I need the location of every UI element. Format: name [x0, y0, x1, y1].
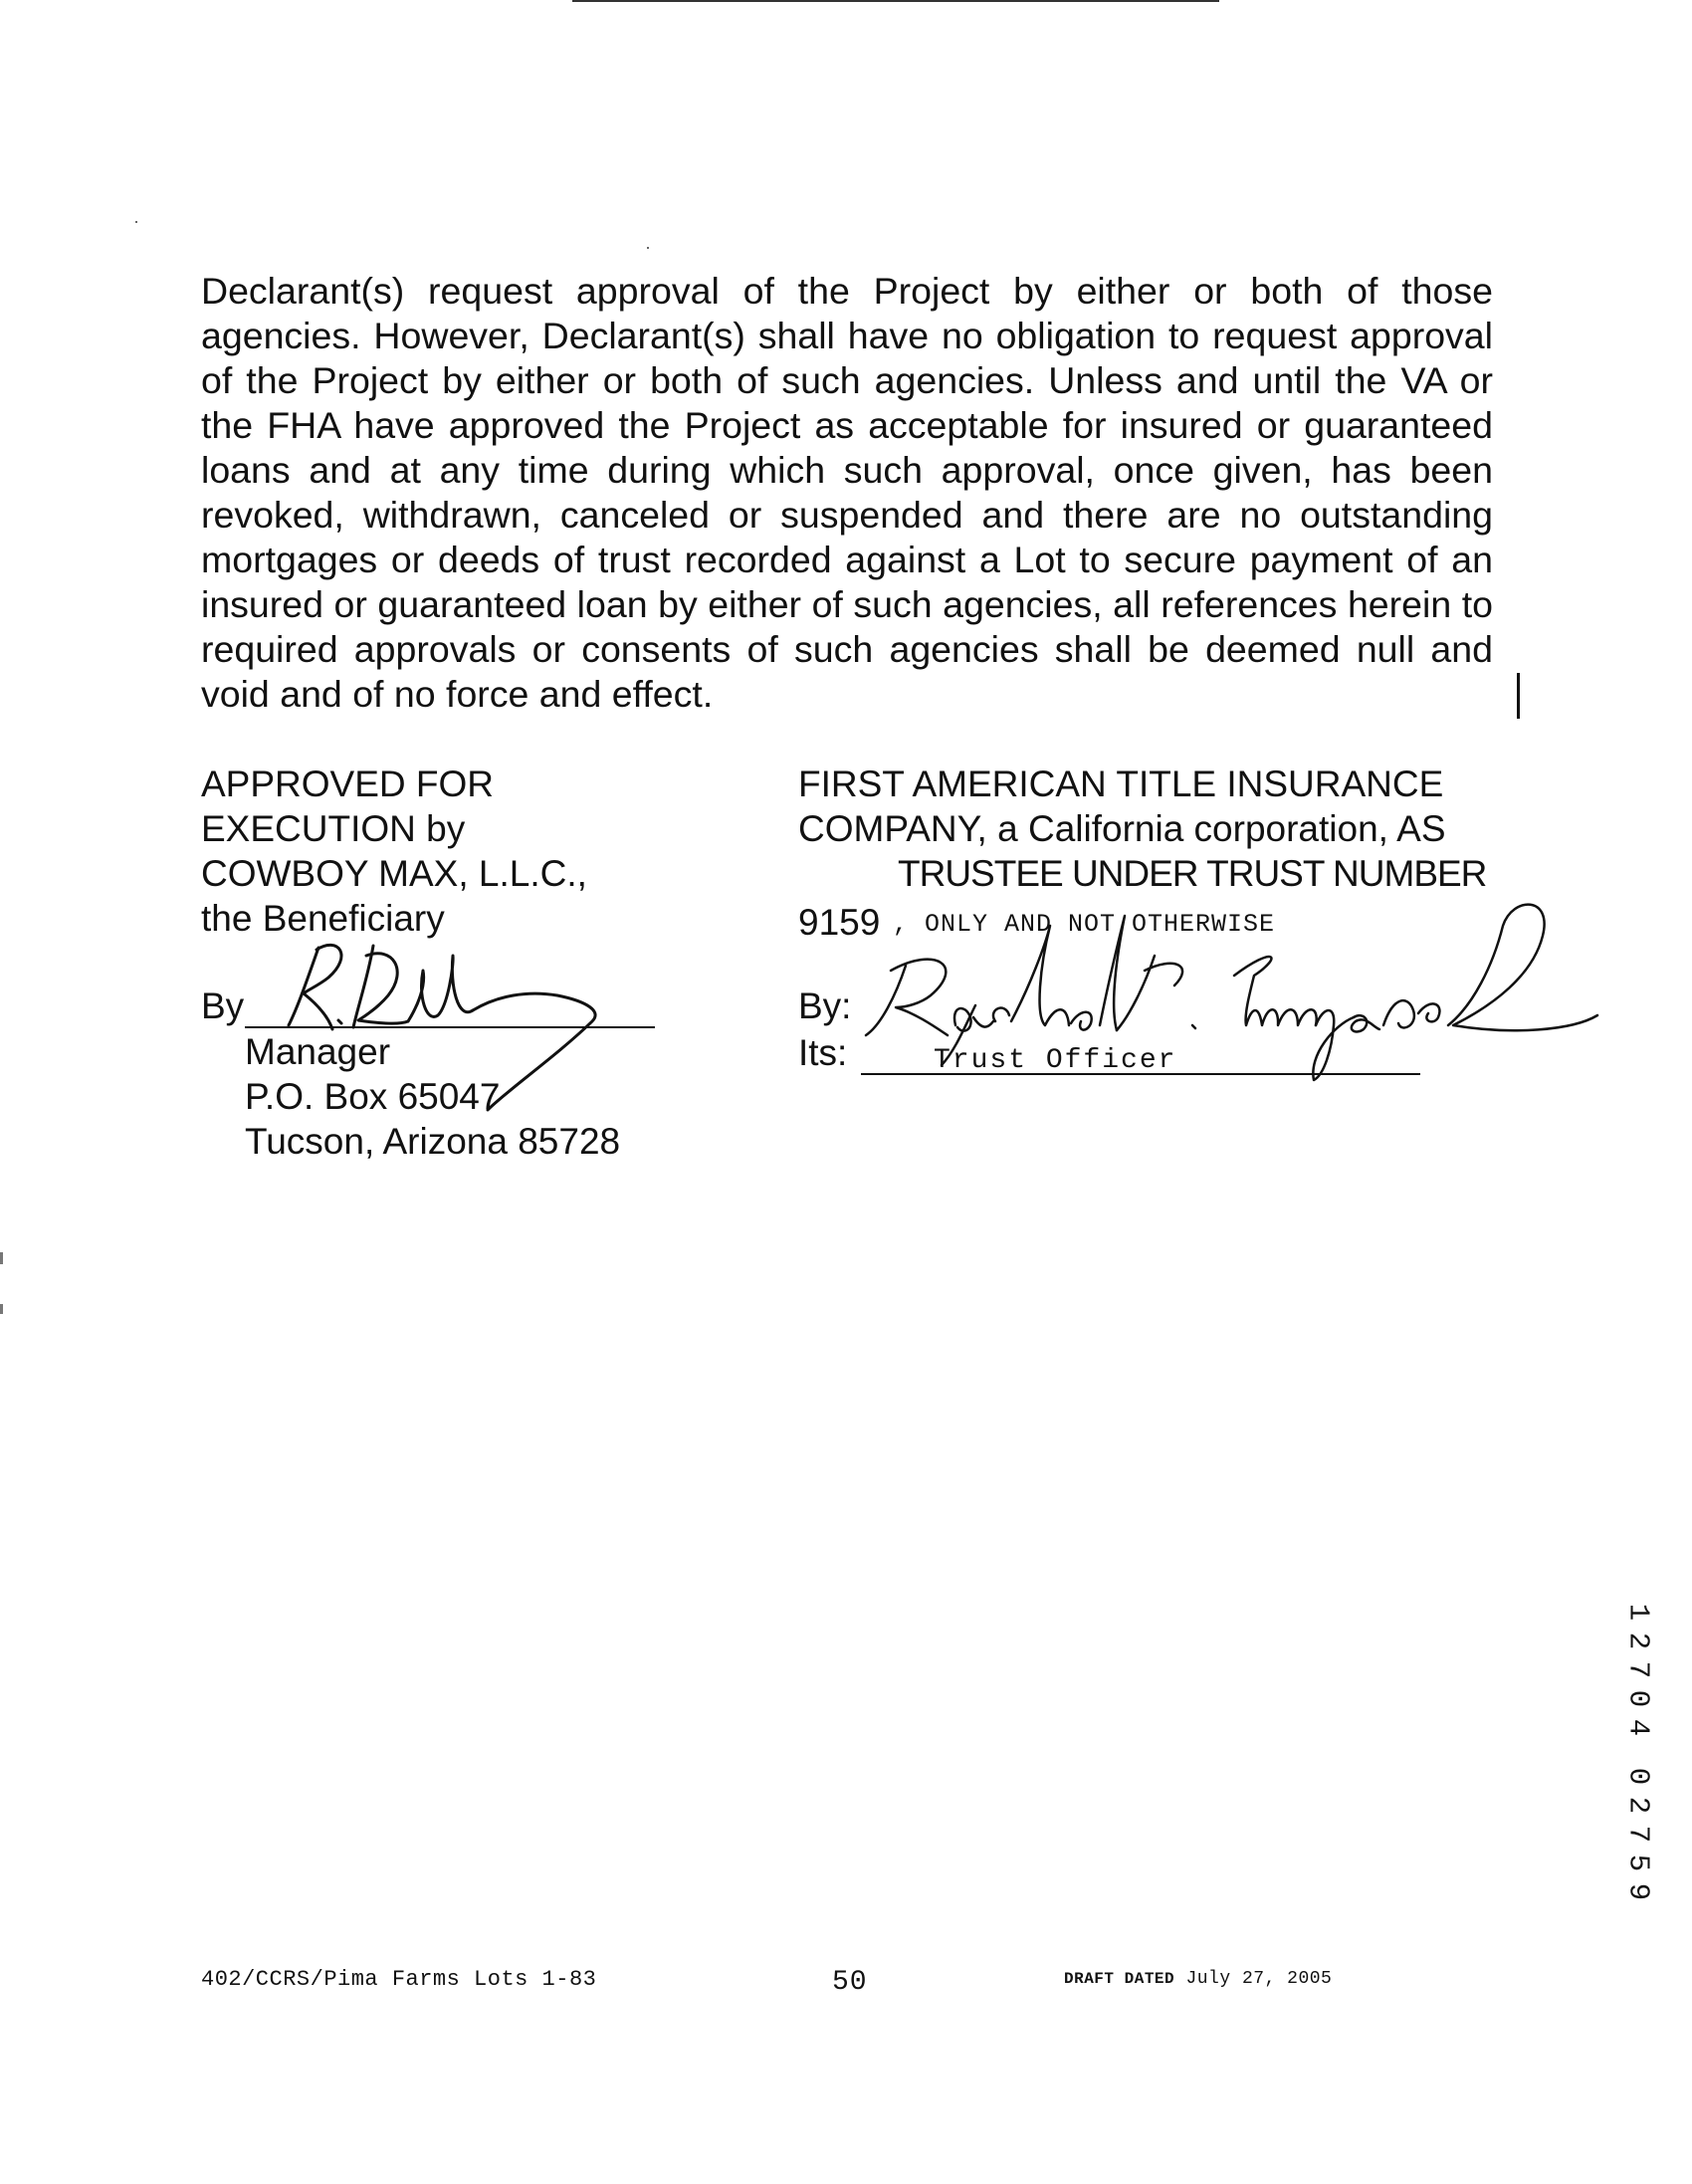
signer-title: Manager [245, 1031, 391, 1072]
paragraph-line: insured or guaranteed loan by either of such agencies, all references herein to [201, 583, 1493, 625]
draft-label: DRAFT DATED [1064, 1970, 1175, 1988]
recording-digit: 5 [1621, 1854, 1655, 1872]
beneficiary-signature-line [245, 1026, 655, 1028]
draft-date: July 27, 2005 [1185, 1969, 1333, 1989]
paragraph-line: Declarant(s) request approval of the Project by either or both of those [201, 270, 1493, 312]
scan-top-rule [572, 0, 1219, 2]
recording-digit: 7 [1621, 1825, 1655, 1844]
recording-digit: 2 [1621, 1632, 1655, 1650]
recording-digit: 9 [1621, 1882, 1655, 1901]
revision-change-bar [1517, 673, 1520, 719]
scan-speck [135, 221, 137, 223]
trustee-its-label: Its: [798, 1032, 848, 1073]
paragraph-line: revoked, withdrawn, canceled or suspended and there are no outstanding [201, 494, 1493, 536]
trustee-title-value: Trust Officer [934, 1045, 1177, 1076]
beneficiary-line: the Beneficiary [201, 898, 445, 939]
paragraph-line: void and of no force and effect. [201, 673, 714, 715]
paragraph-line: the FHA have approved the Project as acceptable for insured or guaranteed [201, 404, 1493, 446]
recording-digit: 1 [1621, 1603, 1655, 1622]
footer-document-ref: 402/CCRS/Pima Farms Lots 1-83 [201, 1967, 597, 1992]
paragraph-line: of the Project by either or both of such agencies. Unless and until the VA or [201, 359, 1493, 401]
paragraph-line: mortgages or deeds of trust recorded against a Lot to secure payment of an [201, 539, 1493, 580]
footer-page-number: 50 [832, 1967, 868, 1998]
body-paragraph [201, 269, 1493, 717]
po-box: P.O. Box 65047 [245, 1076, 501, 1117]
scan-edge-mark [0, 1252, 3, 1264]
trustee-line: FIRST AMERICAN TITLE INSURANCE [798, 764, 1444, 804]
trustee-line: TRUSTEE UNDER TRUST NUMBER [898, 853, 1487, 894]
beneficiary-line: EXECUTION by [201, 808, 466, 849]
recording-number [1621, 1598, 1655, 1906]
beneficiary-approval-block [201, 762, 587, 941]
paragraph-line: agencies. However, Declarant(s) shall have no obligation to request approval [201, 315, 1493, 356]
trustee-line: COMPANY, a California corporation, AS [798, 808, 1446, 849]
recording-digit: 0 [1621, 1767, 1655, 1786]
recording-digit: 0 [1621, 1689, 1655, 1708]
beneficiary-by-label: By [201, 985, 245, 1026]
trustee-block [798, 762, 1486, 896]
beneficiary-address [245, 1029, 620, 1164]
beneficiary-line: COWBOY MAX, L.L.C., [201, 853, 587, 894]
trust-number: 9159 [798, 902, 881, 943]
recording-digit: 2 [1621, 1796, 1655, 1815]
paragraph-line: loans and at any time during which such approval, once given, has been [201, 449, 1493, 491]
city-state-zip: Tucson, Arizona 85728 [245, 1121, 621, 1162]
recording-digit: 4 [1621, 1718, 1655, 1737]
paragraph-line: required approvals or consents of such agencies shall be deemed null and [201, 628, 1493, 670]
scan-speck [647, 247, 649, 249]
recording-digit: 7 [1621, 1660, 1655, 1679]
scan-edge-mark [0, 1304, 3, 1314]
trustee-by-label: By: [798, 985, 852, 1026]
footer-draft-date [1064, 1969, 1332, 1989]
beneficiary-line: APPROVED FOR [201, 764, 494, 804]
only-not-otherwise-stamp: , ONLY AND NOT OTHERWISE [893, 910, 1276, 939]
